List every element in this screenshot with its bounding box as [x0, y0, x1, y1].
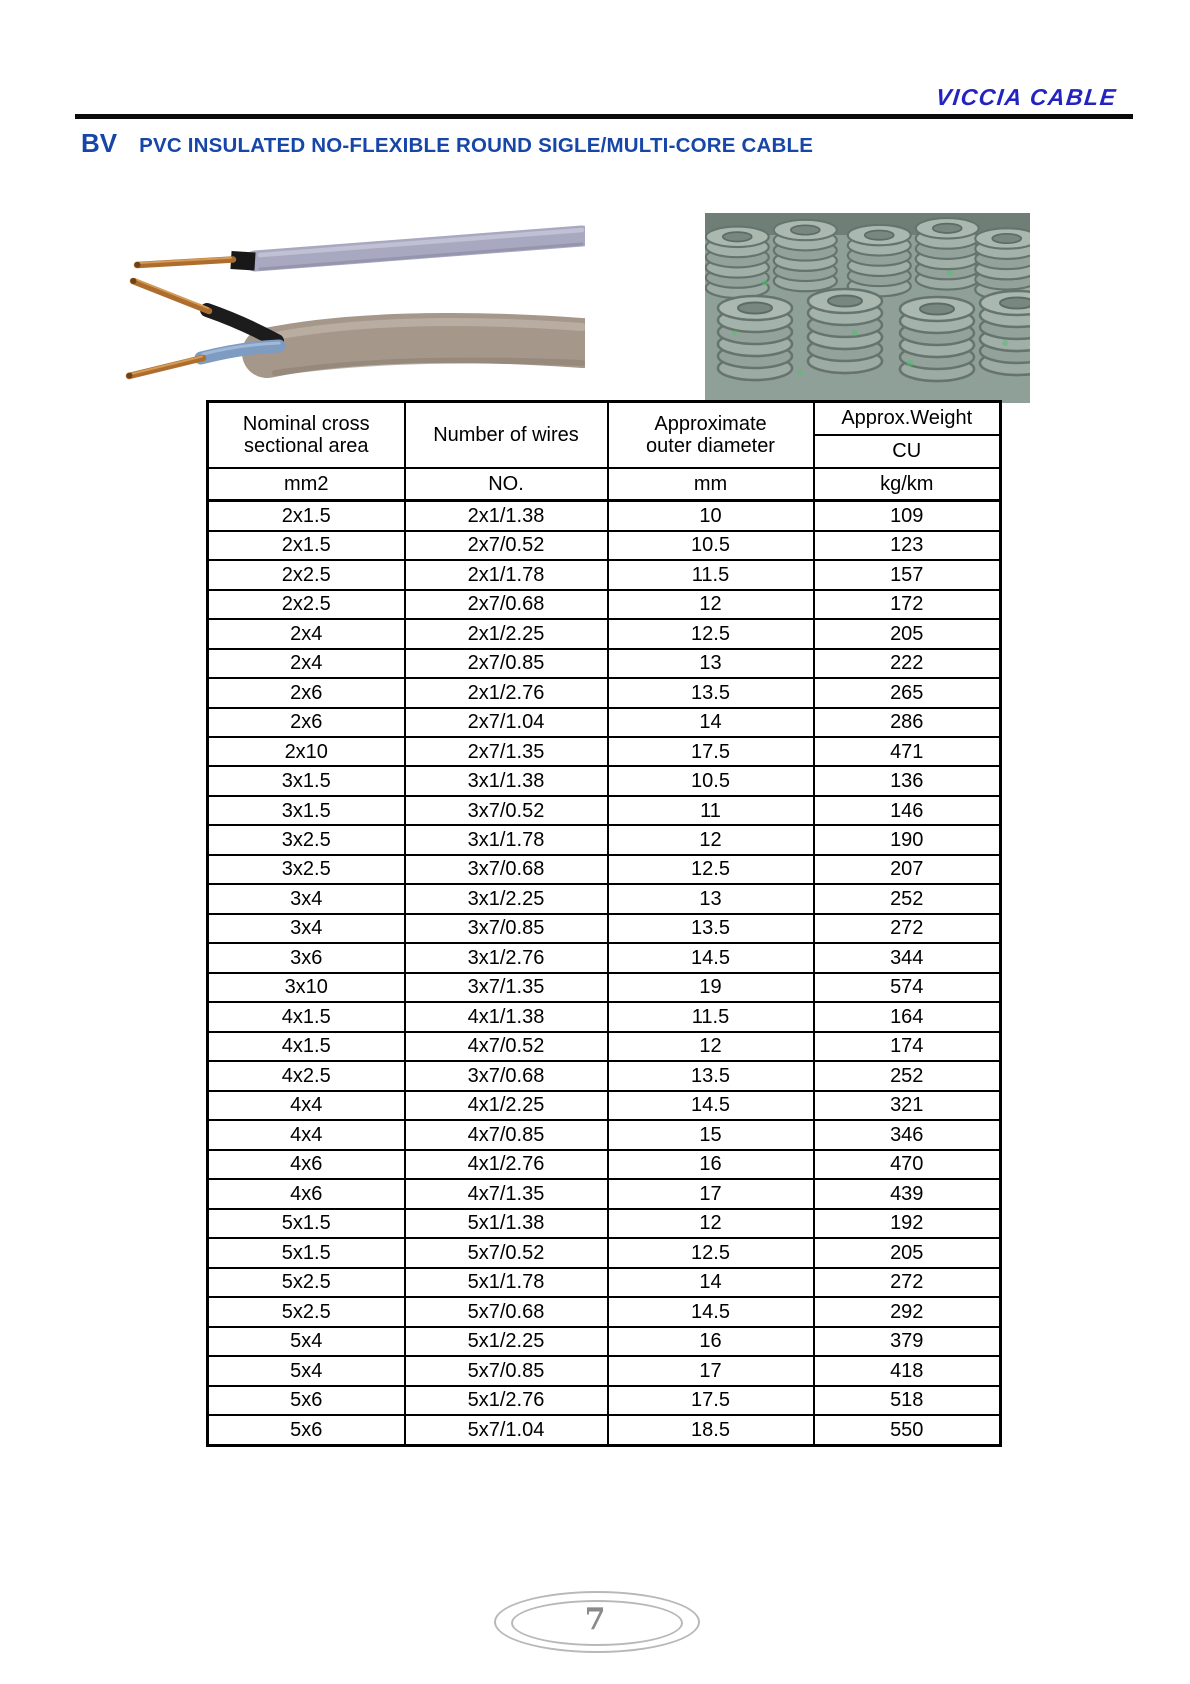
table-cell: 2x4	[208, 619, 405, 648]
unit-kgkm: kg/km	[814, 468, 1001, 501]
table-row	[208, 737, 1001, 766]
header-line: Nominal cross	[242, 412, 370, 435]
table-cell: 12	[608, 1209, 814, 1238]
table-cell: 17.5	[608, 737, 814, 766]
table-row	[208, 590, 1001, 619]
table-cell: 13.5	[608, 1061, 814, 1090]
header-outer-diameter	[608, 402, 814, 469]
table-row	[208, 1209, 1001, 1238]
section-code: BV	[81, 128, 118, 158]
table-cell: 3x1/1.78	[405, 825, 608, 854]
table-cell: 3x2.5	[208, 855, 405, 884]
table-cell: 5x7/1.04	[405, 1415, 608, 1445]
table-cell: 2x1.5	[208, 501, 405, 531]
table-cell: 5x7/0.68	[405, 1297, 608, 1326]
section-title: PVC INSULATED NO-FLEXIBLE ROUND SIGLE/MULTI-CORE CABLE	[139, 134, 814, 157]
table-cell: 2x10	[208, 737, 405, 766]
table-cell: 5x6	[208, 1415, 405, 1445]
table-cell: 3x4	[208, 914, 405, 943]
table-row	[208, 1327, 1001, 1356]
unit-no: NO.	[405, 468, 608, 501]
table-cell: 14	[608, 1268, 814, 1297]
table-row	[208, 1120, 1001, 1149]
table-cell: 4x1.5	[208, 1002, 405, 1031]
table-row	[208, 1356, 1001, 1385]
table-cell: 265	[814, 678, 1001, 707]
table-cell: 4x7/0.85	[405, 1120, 608, 1149]
table-row	[208, 560, 1001, 589]
table-cell: 11	[608, 796, 814, 825]
table-cell: 2x1/1.78	[405, 560, 608, 589]
table-cell: 252	[814, 1061, 1001, 1090]
table-row	[208, 649, 1001, 678]
table-cell: 222	[814, 649, 1001, 678]
table-cell: 10.5	[608, 531, 814, 560]
table-cell: 12	[608, 590, 814, 619]
table-cell: 3x1/2.25	[405, 884, 608, 913]
table-cell: 3x2.5	[208, 825, 405, 854]
table-cell: 192	[814, 1209, 1001, 1238]
table-row	[208, 708, 1001, 737]
table-cell: 12	[608, 825, 814, 854]
table-cell: 19	[608, 973, 814, 1002]
table-cell: 17.5	[608, 1386, 814, 1415]
table-cell: 164	[814, 1002, 1001, 1031]
table-cell: 14.5	[608, 1091, 814, 1120]
table-cell: 5x1.5	[208, 1238, 405, 1267]
table-cell: 5x4	[208, 1327, 405, 1356]
cable-illustration-svg	[95, 190, 585, 385]
table-cell: 16	[608, 1327, 814, 1356]
table-cell: 286	[814, 708, 1001, 737]
table-cell: 470	[814, 1150, 1001, 1179]
table-cell: 4x4	[208, 1120, 405, 1149]
table-cell: 3x1.5	[208, 766, 405, 795]
table-cell: 4x1/2.76	[405, 1150, 608, 1179]
table-cell: 136	[814, 766, 1001, 795]
table-cell: 146	[814, 796, 1001, 825]
table-cell: 5x1/1.38	[405, 1209, 608, 1238]
table-cell: 10.5	[608, 766, 814, 795]
table-row	[208, 766, 1001, 795]
table-row	[208, 531, 1001, 560]
table-header-row-1	[208, 402, 1001, 436]
table-cell: 3x4	[208, 884, 405, 913]
table-cell: 11.5	[608, 1002, 814, 1031]
table-cell: 14	[608, 708, 814, 737]
table-cell: 13.5	[608, 678, 814, 707]
table-cell: 4x6	[208, 1150, 405, 1179]
table-cell: 5x6	[208, 1386, 405, 1415]
table-row	[208, 796, 1001, 825]
table-cell: 157	[814, 560, 1001, 589]
table-cell: 4x7/0.52	[405, 1032, 608, 1061]
table-cell: 5x4	[208, 1356, 405, 1385]
table-cell: 5x1/2.76	[405, 1386, 608, 1415]
table-cell: 5x7/0.85	[405, 1356, 608, 1385]
table-cell: 14.5	[608, 943, 814, 972]
table-cell: 2x1/2.25	[405, 619, 608, 648]
table-cell: 109	[814, 501, 1001, 531]
table-cell: 5x2.5	[208, 1297, 405, 1326]
table-cell: 550	[814, 1415, 1001, 1445]
table-cell: 2x1.5	[208, 531, 405, 560]
table-cell: 2x7/0.52	[405, 531, 608, 560]
table-cell: 17	[608, 1356, 814, 1385]
table-cell: 4x1/1.38	[405, 1002, 608, 1031]
table-cell: 2x6	[208, 708, 405, 737]
table-row	[208, 1150, 1001, 1179]
table-cell: 379	[814, 1327, 1001, 1356]
table-row	[208, 855, 1001, 884]
table-cell: 17	[608, 1179, 814, 1208]
table-row	[208, 1179, 1001, 1208]
table-cell: 2x1/1.38	[405, 501, 608, 531]
table-row	[208, 1002, 1001, 1031]
table-cell: 4x1/2.25	[405, 1091, 608, 1120]
table-cell: 12.5	[608, 619, 814, 648]
table-row	[208, 1415, 1001, 1445]
table-cell: 3x1/1.38	[405, 766, 608, 795]
table-cell: 518	[814, 1386, 1001, 1415]
table-cell: 344	[814, 943, 1001, 972]
table-cell: 5x7/0.52	[405, 1238, 608, 1267]
table-cell: 3x7/0.52	[405, 796, 608, 825]
table-cell: 3x6	[208, 943, 405, 972]
table-row	[208, 1032, 1001, 1061]
table-row	[208, 1238, 1001, 1267]
header-divider	[75, 114, 1133, 119]
table-row	[208, 1091, 1001, 1120]
header-line: sectional area	[243, 435, 369, 457]
table-cell: 5x1/2.25	[405, 1327, 608, 1356]
table-cell: 12	[608, 1032, 814, 1061]
table-cell: 292	[814, 1297, 1001, 1326]
header-nominal-area	[208, 402, 405, 469]
cable-coils-photo	[705, 213, 1030, 403]
table-row	[208, 501, 1001, 531]
table-units-row	[208, 468, 1001, 501]
header-approx-weight: Approx.Weight	[814, 402, 1001, 436]
table-cell: 172	[814, 590, 1001, 619]
table-cell: 174	[814, 1032, 1001, 1061]
table-cell: 439	[814, 1179, 1001, 1208]
table-cell: 2x1/2.76	[405, 678, 608, 707]
table-row	[208, 678, 1001, 707]
table-cell: 3x1.5	[208, 796, 405, 825]
table-cell: 2x7/1.04	[405, 708, 608, 737]
table-cell: 3x7/0.68	[405, 1061, 608, 1090]
table-row	[208, 1268, 1001, 1297]
table-row	[208, 943, 1001, 972]
table-row	[208, 1061, 1001, 1090]
unit-mm2: mm2	[208, 468, 405, 501]
spec-table-body	[208, 501, 1001, 1446]
header-line: outer diameter	[646, 435, 775, 457]
table-cell: 2x7/1.35	[405, 737, 608, 766]
unit-mm: mm	[608, 468, 814, 501]
table-row	[208, 1297, 1001, 1326]
table-cell: 12.5	[608, 855, 814, 884]
table-row	[208, 973, 1001, 1002]
table-cell: 205	[814, 1238, 1001, 1267]
table-cell: 3x10	[208, 973, 405, 1002]
table-cell: 11.5	[608, 560, 814, 589]
section-heading	[81, 128, 1081, 159]
table-cell: 2x7/0.85	[405, 649, 608, 678]
table-cell: 190	[814, 825, 1001, 854]
table-cell: 418	[814, 1356, 1001, 1385]
table-row	[208, 884, 1001, 913]
table-cell: 471	[814, 737, 1001, 766]
table-cell: 2x4	[208, 649, 405, 678]
table-cell: 574	[814, 973, 1001, 1002]
table-cell: 2x2.5	[208, 560, 405, 589]
table-cell: 123	[814, 531, 1001, 560]
table-cell: 14.5	[608, 1297, 814, 1326]
header-line: Approximate	[654, 412, 767, 435]
header-number-of-wires: Number of wires	[405, 402, 608, 469]
table-cell: 5x2.5	[208, 1268, 405, 1297]
table-cell: 3x7/0.68	[405, 855, 608, 884]
table-cell: 4x1.5	[208, 1032, 405, 1061]
header-cu: CU	[814, 435, 1001, 468]
table-cell: 4x4	[208, 1091, 405, 1120]
spec-table	[206, 400, 1002, 1447]
table-cell: 2x6	[208, 678, 405, 707]
table-cell: 3x1/2.76	[405, 943, 608, 972]
table-cell: 2x7/0.68	[405, 590, 608, 619]
table-cell: 4x7/1.35	[405, 1179, 608, 1208]
table-cell: 272	[814, 1268, 1001, 1297]
table-cell: 321	[814, 1091, 1001, 1120]
table-cell: 5x1.5	[208, 1209, 405, 1238]
coil-photo-svg	[705, 213, 1030, 403]
table-cell: 15	[608, 1120, 814, 1149]
table-cell: 205	[814, 619, 1001, 648]
table-cell: 252	[814, 884, 1001, 913]
table-cell: 18.5	[608, 1415, 814, 1445]
page-number: 7	[584, 1602, 606, 1637]
table-cell: 5x1/1.78	[405, 1268, 608, 1297]
table-row	[208, 825, 1001, 854]
table-cell: 3x7/0.85	[405, 914, 608, 943]
brand-logo: VICCIA CABLE	[934, 84, 1119, 110]
table-row	[208, 1386, 1001, 1415]
table-cell: 16	[608, 1150, 814, 1179]
table-cell: 4x2.5	[208, 1061, 405, 1090]
table-cell: 346	[814, 1120, 1001, 1149]
cable-product-image	[95, 190, 585, 385]
table-cell: 13	[608, 649, 814, 678]
table-row	[208, 914, 1001, 943]
table-cell: 207	[814, 855, 1001, 884]
table-cell: 3x7/1.35	[405, 973, 608, 1002]
table-cell: 2x2.5	[208, 590, 405, 619]
table-cell: 12.5	[608, 1238, 814, 1267]
table-cell: 272	[814, 914, 1001, 943]
table-row	[208, 619, 1001, 648]
table-cell: 13.5	[608, 914, 814, 943]
table-cell: 13	[608, 884, 814, 913]
table-cell: 10	[608, 501, 814, 531]
table-cell: 4x6	[208, 1179, 405, 1208]
